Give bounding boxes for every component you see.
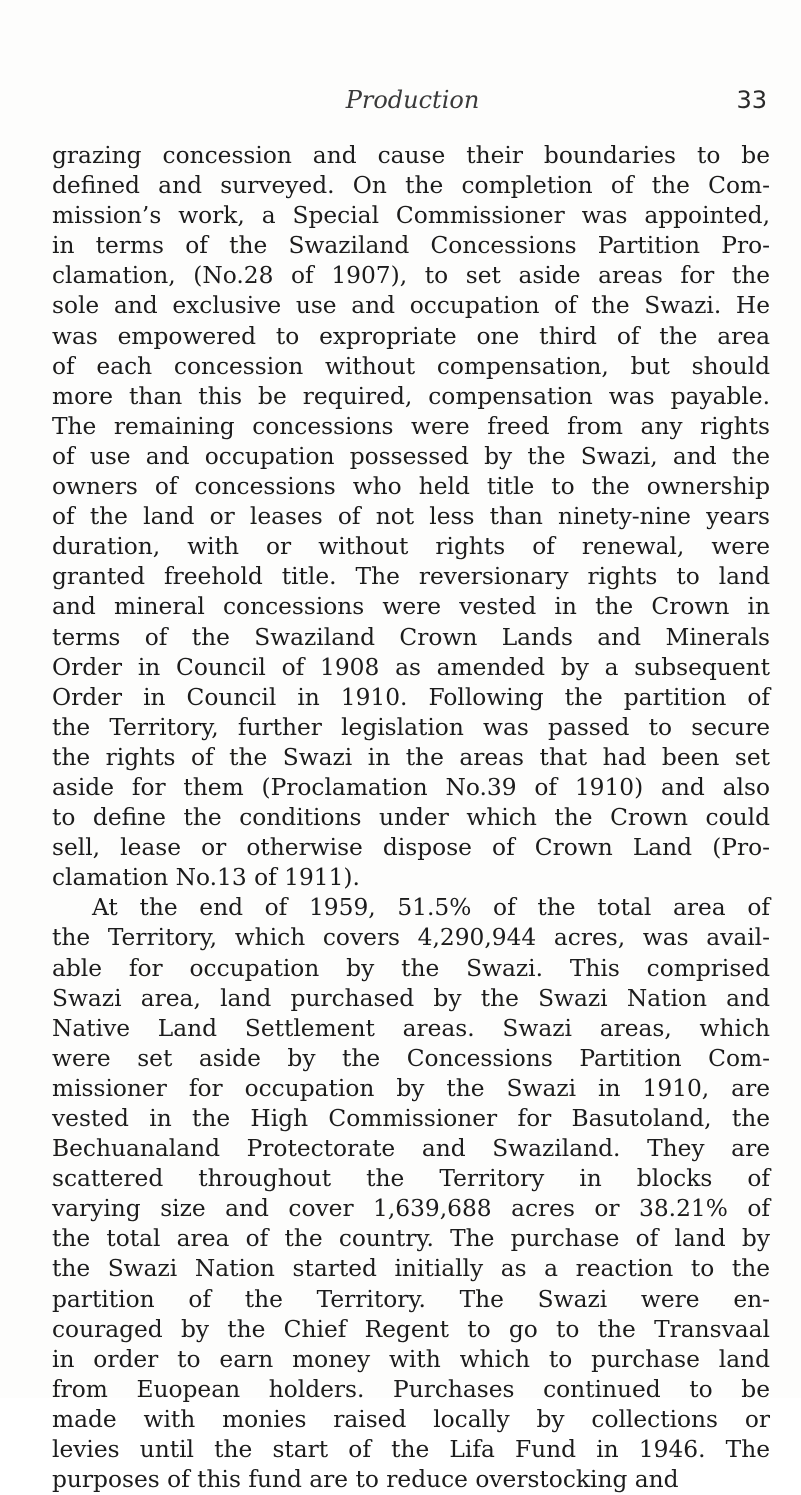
text-line: levies until the start of the Lifa Fund in 1946. The [52, 1436, 770, 1464]
text-line: mission’s work, a Special Commissioner was appointed, [52, 202, 770, 230]
text-line: the total area of the country. The purchase of land by [52, 1225, 770, 1253]
text-line: sell, lease or otherwise dispose of Crown Land (Pro- [52, 834, 770, 862]
text-line: aside for them (Proclamation No.39 of 1910) and also [52, 773, 770, 801]
text-line: terms of the Swaziland Crown Lands and Minerals [52, 623, 770, 651]
text-line: Swazi area, land purchased by the Swazi Nation and [52, 984, 770, 1012]
text-line: to define the conditions under which the Crown could [52, 804, 770, 832]
text-line: clamation, (No.28 of 1907), to set aside areas for the [52, 262, 770, 290]
text-line: couraged by the Chief Regent to go to the Transvaal [52, 1315, 770, 1343]
text-line: partition of the Territory. The Swazi were en- [52, 1285, 770, 1313]
running-header [58, 86, 767, 126]
text-line: the rights of the Swazi in the areas that had been set [52, 743, 770, 771]
page-number: 33 [736, 86, 767, 114]
text-line: Bechuanaland Protectorate and Swaziland. They are [52, 1135, 770, 1163]
text-line: of use and occupation possessed by the Swazi, and the [52, 442, 770, 470]
text-line: scattered throughout the Territory in blocks of [52, 1165, 770, 1193]
text-line: Native Land Settlement areas. Swazi areas, which [52, 1014, 770, 1042]
text-line: missioner for occupation by the Swazi in 1910, are [52, 1074, 770, 1102]
text-line: was empowered to expropriate one third of the area [52, 322, 770, 350]
text-line: made with monies raised locally by collections or [52, 1405, 770, 1433]
paragraph [52, 141, 770, 893]
text-line: granted freehold title. The reversionary rights to land [52, 563, 770, 591]
paragraph [52, 893, 770, 1495]
text-line: and mineral concessions were vested in the Crown in [52, 593, 770, 621]
text-line: clamation No.13 of 1911). [52, 864, 360, 892]
text-line: of the land or leases of not less than ninety-nine years [52, 503, 770, 531]
text-line: owners of concessions who held title to the ownership [52, 473, 770, 501]
text-line: the Territory, which covers 4,290,944 acres, was avail- [52, 924, 770, 952]
text-line: vested in the High Commissioner for Basutoland, the [52, 1105, 770, 1132]
text-line: At the end of 1959, 51.5% of the total area of [92, 894, 770, 922]
text-line: of each concession without compensation, but should [52, 352, 770, 380]
text-line: Order in Council in 1910. Following the partition of [52, 683, 770, 711]
text-line: varying size and cover 1,639,688 acres or 38.21% of [52, 1195, 770, 1223]
body-text [52, 141, 770, 1495]
text-line: in terms of the Swaziland Concessions Partition Pro- [52, 232, 770, 260]
running-title: Production [345, 86, 480, 114]
text-line: able for occupation by the Swazi. This comprised [52, 954, 770, 982]
text-line: grazing concession and cause their boundaries to be [52, 142, 770, 169]
text-line: in order to earn money with which to purchase land [52, 1345, 770, 1373]
text-line: purposes of this fund are to reduce overstocking and [52, 1466, 679, 1494]
text-line: Order in Council of 1908 as amended by a subsequent [52, 653, 770, 681]
text-line: from Euopean holders. Purchases continued to be [52, 1375, 770, 1403]
text-line: the Swazi Nation started initially as a reaction to the [52, 1255, 770, 1283]
text-line: sole and exclusive use and occupation of the Swazi. He [52, 292, 770, 320]
text-line: the Territory, further legislation was passed to secure [52, 713, 770, 741]
text-line: more than this be required, compensation was payable. [52, 382, 770, 410]
text-line: The remaining concessions were freed from any rights [52, 412, 770, 440]
text-line: defined and surveyed. On the completion of the Com- [52, 172, 770, 200]
text-line: duration, with or without rights of renewal, were [52, 533, 770, 561]
text-line: were set aside by the Concessions Partition Com- [52, 1044, 770, 1072]
